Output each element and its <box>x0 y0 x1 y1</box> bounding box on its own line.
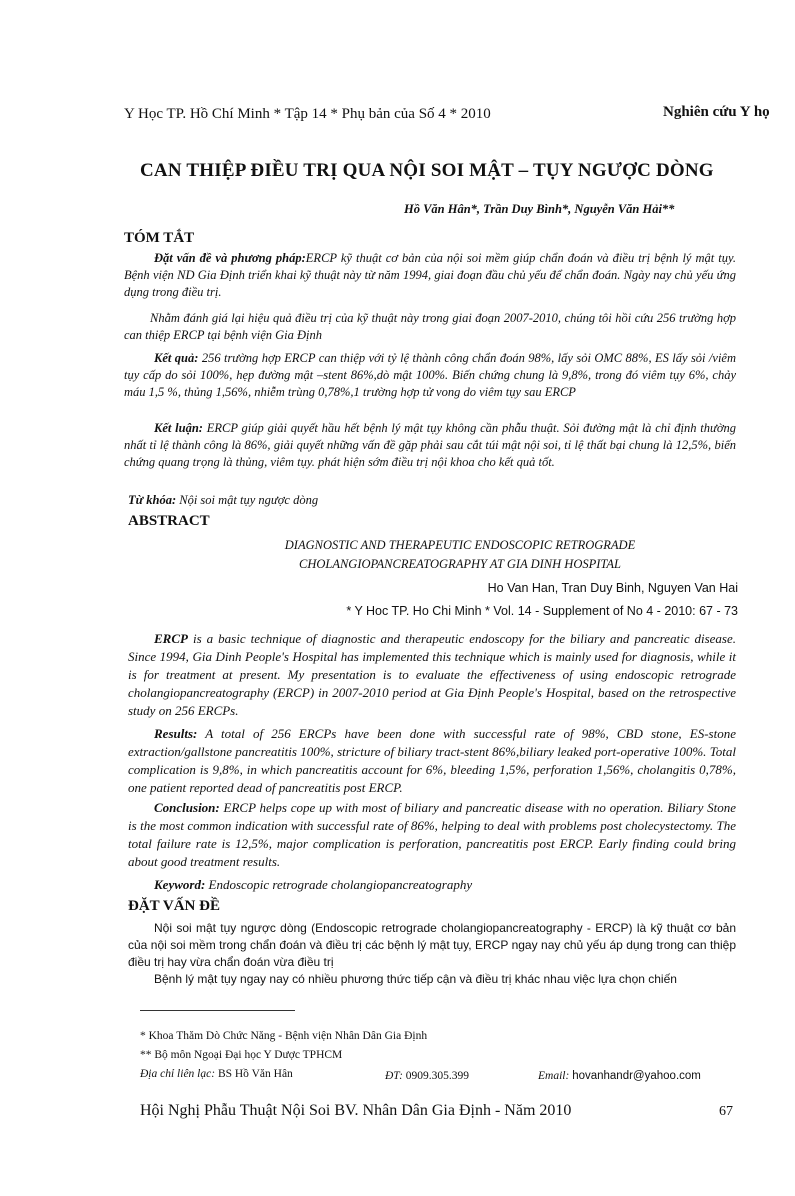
running-header-journal: Y Học TP. Hồ Chí Minh * Tập 14 * Phụ bản của Số 4 * 2010 <box>124 106 491 122</box>
contact-label: Địa chỉ liên lạc: <box>140 1068 216 1080</box>
abstract-background-lead: ERCP <box>154 631 188 646</box>
vn-summary-conclusion <box>124 420 736 471</box>
abstract-conclusion-lead: Conclusion: <box>154 800 220 815</box>
email-address[interactable]: hovanhandr@yahoo.com <box>572 1070 701 1082</box>
abstract-results-lead: Results: <box>154 726 198 741</box>
page-footer: Hội Nghị Phẫu Thuật Nội Soi BV. Nhân Dân Gia Định - Năm 2010 <box>140 1102 572 1119</box>
abstract-keywords-text: Endoscopic retrograde cholangiopancreatography <box>208 877 473 892</box>
vn-keywords-text: Nội soi mật tụy ngược dòng <box>179 493 319 507</box>
abstract-title: DIAGNOSTIC AND THERAPEUTIC ENDOSCOPIC RETROGRADE CHOLANGIOPANCREATOGRAPHY AT GIA DINH HOSPITAL <box>284 538 636 571</box>
footnote-phone <box>385 1070 469 1082</box>
vn-methods-lead: Đặt vấn đề và phương pháp: <box>154 251 306 265</box>
abstract-citation: * Y Hoc TP. Ho Chi Minh * Vol. 14 - Supplement of No 4 - 2010: 67 - 73 <box>346 604 738 618</box>
abstract-conclusion <box>128 799 736 871</box>
footnote-email <box>538 1070 701 1082</box>
email-label: Email: <box>538 1070 570 1082</box>
abstract-results <box>128 725 736 797</box>
vn-results-text: 256 trường hợp ERCP can thiệp với tỷ lệ thành công chẩn đoán 98%, lấy sỏi OMC 88%, ES lấy sỏi /viêm tụy cấp do sỏi 100%, hẹp đường mật –stent 86%,dò mật 100%. Biến chứng chung là 9,8%, trong đó viêm tụy 6%, chảy máu 1,5 %, thủng 1,56%, nhiễm trùng 0,78%,1 trường hợp tử vong do viêm tụy sau ERCP <box>124 351 737 399</box>
vn-keywords-lead: Từ khóa: <box>128 493 177 507</box>
abstract-background-text: is a basic technique of diagnostic and therapeutic endoscopy for the biliary and pancreatic disease. Since 1994, Gia Dinh People's Hospital has implemented this technique which is mainly used for diagnosis, while it is for treatment at present. My presentation is to evaluate the effectiveness of using endoscopic retrograde cholangiopancreatography (ERCP) in 2007-2010 period at Gia Định People's Hospital, based on the retrospective study on 256 ERCPs. <box>128 631 737 718</box>
vn-results-lead: Kết quả: <box>154 351 199 365</box>
article-title: CAN THIỆP ĐIỀU TRỊ QUA NỘI SOI MẬT – TỤY NGƯỢC DÒNG <box>140 160 714 181</box>
article-authors: Hồ Văn Hân*, Trần Duy Bình*, Nguyễn Văn Hải** <box>404 202 675 216</box>
vn-summary-methods <box>124 250 736 301</box>
vn-aim-text: Nhằm đánh giá lại hiệu quả điều trị của kỹ thuật này trong giai đoạn 2007-2010, chúng tôi hồi cứu 256 trường hợp can thiệp ERCP tại bệnh viện Gia Định <box>124 311 736 342</box>
intro-paragraph-1: Nội soi mật tụy ngược dòng (Endoscopic retrograde cholangiopancreatography - ERCP) là kỹ thuật cơ bản của nội soi mềm trong chẩn đoán và điều trị các bệnh lý mật tụy, ERCP ngay nay chủ yếu áp dụng trong can thiệp điều trị hay vừa chẩn đoán vừa điều trị <box>128 921 736 969</box>
abstract-keywords <box>154 876 736 894</box>
footnote-affiliation-1: * Khoa Thăm Dò Chức Năng - Bệnh viện Nhân Dân Gia Định <box>140 1030 428 1042</box>
phone-label: ĐT: <box>385 1070 403 1082</box>
vn-summary-heading: TÓM TẮT <box>124 230 195 246</box>
vn-keywords <box>128 492 736 509</box>
intro-heading: ĐẶT VẤN ĐỀ <box>128 898 220 914</box>
abstract-results-text: A total of 256 ERCPs have been done with successful rate of 98%, CBD stone, ES-stone extraction/gallstone pancreatitis 100%, stricture of biliary tract-stent 86%,biliary leaked port-operative 100%. Total complication is 9,8%, in which pancreatitis account for 6%, bleeding 1,5%, perforation 1,56%, cholangitis 0,78%, one patient reported dead of pancreatitis post ERCP. <box>128 726 736 795</box>
page-number: 67 <box>719 1104 733 1119</box>
contact-name: BS Hồ Văn Hân <box>217 1068 293 1080</box>
footnote-divider <box>140 1010 295 1011</box>
vn-conclusion-text: ERCP giúp giải quyết hầu hết bệnh lý mật tụy không cần phẫu thuật. Sỏi đường mật là chỉ định thường nhất tỉ lệ thành công là 86%, giải quyết những vấn đề gặp phải sau cắt túi mật nội soi, tỉ lệ thất bại chung là 12,5%, biến chứng quang trọng là thủng, viêm tụy. phát hiện sớm điều trị nội khoa cho kết quả tốt. <box>124 421 736 469</box>
abstract-keywords-lead: Keyword: <box>154 877 206 892</box>
vn-methods-text: ERCP kỹ thuật cơ bản của nội soi mềm giúp chẩn đoán và điều trị bệnh lý mật tụy. Bệnh viện ND Gia Định triển khai kỹ thuật này từ năm 1994, giai đoạn đầu chủ yếu để chẩn đoán. Ngày nay chủ yếu ứng dụng trong điều trị. <box>124 251 737 299</box>
abstract-background <box>128 630 736 720</box>
vn-summary-aim <box>124 310 736 344</box>
phone-number: 0909.305.399 <box>405 1070 470 1082</box>
abstract-authors: Ho Van Han, Tran Duy Binh, Nguyen Van Hai <box>487 581 738 595</box>
abstract-conclusion-text: ERCP helps cope up with most of biliary and pancreatic disease with no operation. Biliary Stone is the most common indication with successful rate of 86%, helping to deal with problems post cholecystectomy. The total failure rate is 12,5%, major complication is perforation, pancreatitis post ERCP. Early finding could bring about good treatment results. <box>128 800 736 869</box>
intro-paragraph-2: Bệnh lý mật tụy ngay nay có nhiều phương thức tiếp cận và điều trị khác nhau việc lựa chọn chiến <box>154 972 677 986</box>
vn-summary-results <box>124 350 736 401</box>
footnote-contact <box>140 1068 293 1080</box>
footnote-affiliation-2: ** Bộ môn Ngoại Đại học Y Dược TPHCM <box>140 1049 343 1061</box>
running-header-section: Nghiên cứu Y họ <box>663 104 770 120</box>
vn-conclusion-lead: Kết luận: <box>154 421 203 435</box>
abstract-heading: ABSTRACT <box>128 513 210 529</box>
